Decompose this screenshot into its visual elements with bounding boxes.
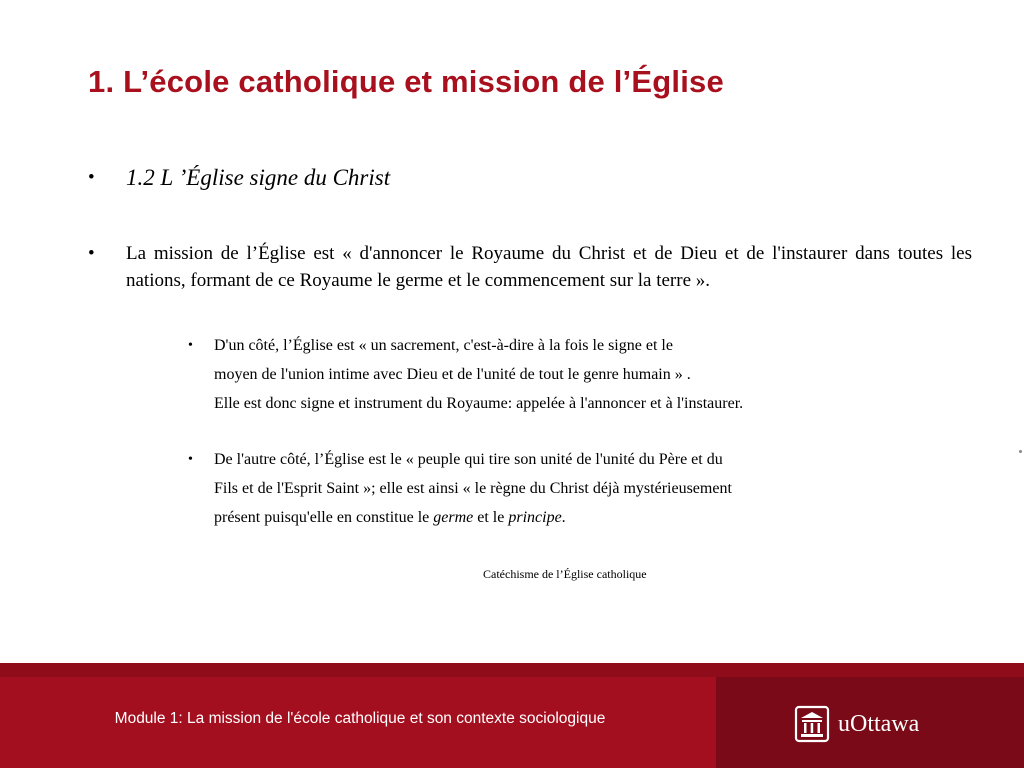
bullet-marker: • — [188, 452, 193, 467]
building-icon — [794, 705, 830, 743]
bullet-marker: • — [188, 338, 193, 353]
mission-text: La mission de l’Église est « d'annoncer le Royaume du Christ et de Dieu et de l'instaurer dans toutes les nations, formant de ce Royaume le germe et le commencement sur la terre ». — [126, 243, 972, 291]
uottawa-logo — [794, 705, 919, 743]
footer-top-band — [0, 663, 1024, 677]
sub2-line3-mid: et le — [473, 509, 509, 526]
logo-wordmark: uOttawa — [838, 710, 920, 737]
bullet-marker: • — [88, 167, 95, 188]
bullet-mission — [88, 240, 972, 294]
sub-bullet-people — [188, 445, 732, 532]
sub2-line3-prefix: présent puisqu'elle en constitue le — [214, 509, 434, 526]
sub2-line3-suffix: . — [561, 509, 566, 526]
sub2-line3 — [214, 503, 732, 532]
sub1-line3: Elle est donc signe et instrument du Royaume: appelée à l'annoncer et à l'instaurer. — [214, 395, 744, 412]
sub2-line1: De l'autre côté, l’Église est le « peuple qui tire son unité de l'unité du Père et du — [214, 451, 723, 468]
citation: Catéchisme de l’Église catholique — [483, 567, 647, 581]
bullet-marker: • — [88, 243, 95, 264]
sub1-line1: D'un côté, l’Église est « un sacrement, c'est-à-dire à la fois le signe et le — [214, 337, 673, 354]
sub1-line2: moyen de l'union intime avec Dieu et de l'unité de tout le genre humain » . — [214, 366, 691, 383]
module-caption: Module 1: La mission de l'école catholique et son contexte sociologique — [114, 710, 606, 727]
stray-dot — [1019, 450, 1022, 453]
emphasis-principe: principe — [508, 509, 562, 526]
sub-bullet-sacrament — [188, 331, 743, 418]
bullet-heading — [88, 162, 390, 194]
section-heading: 1.2 L ’Église signe du Christ — [126, 165, 391, 190]
slide-title: 1. L’école catholique et mission de l’Église — [88, 64, 724, 99]
sub2-line2: Fils et de l'Esprit Saint »; elle est ainsi « le règne du Christ déjà mystérieusement — [214, 480, 732, 497]
emphasis-germe: germe — [433, 509, 474, 526]
